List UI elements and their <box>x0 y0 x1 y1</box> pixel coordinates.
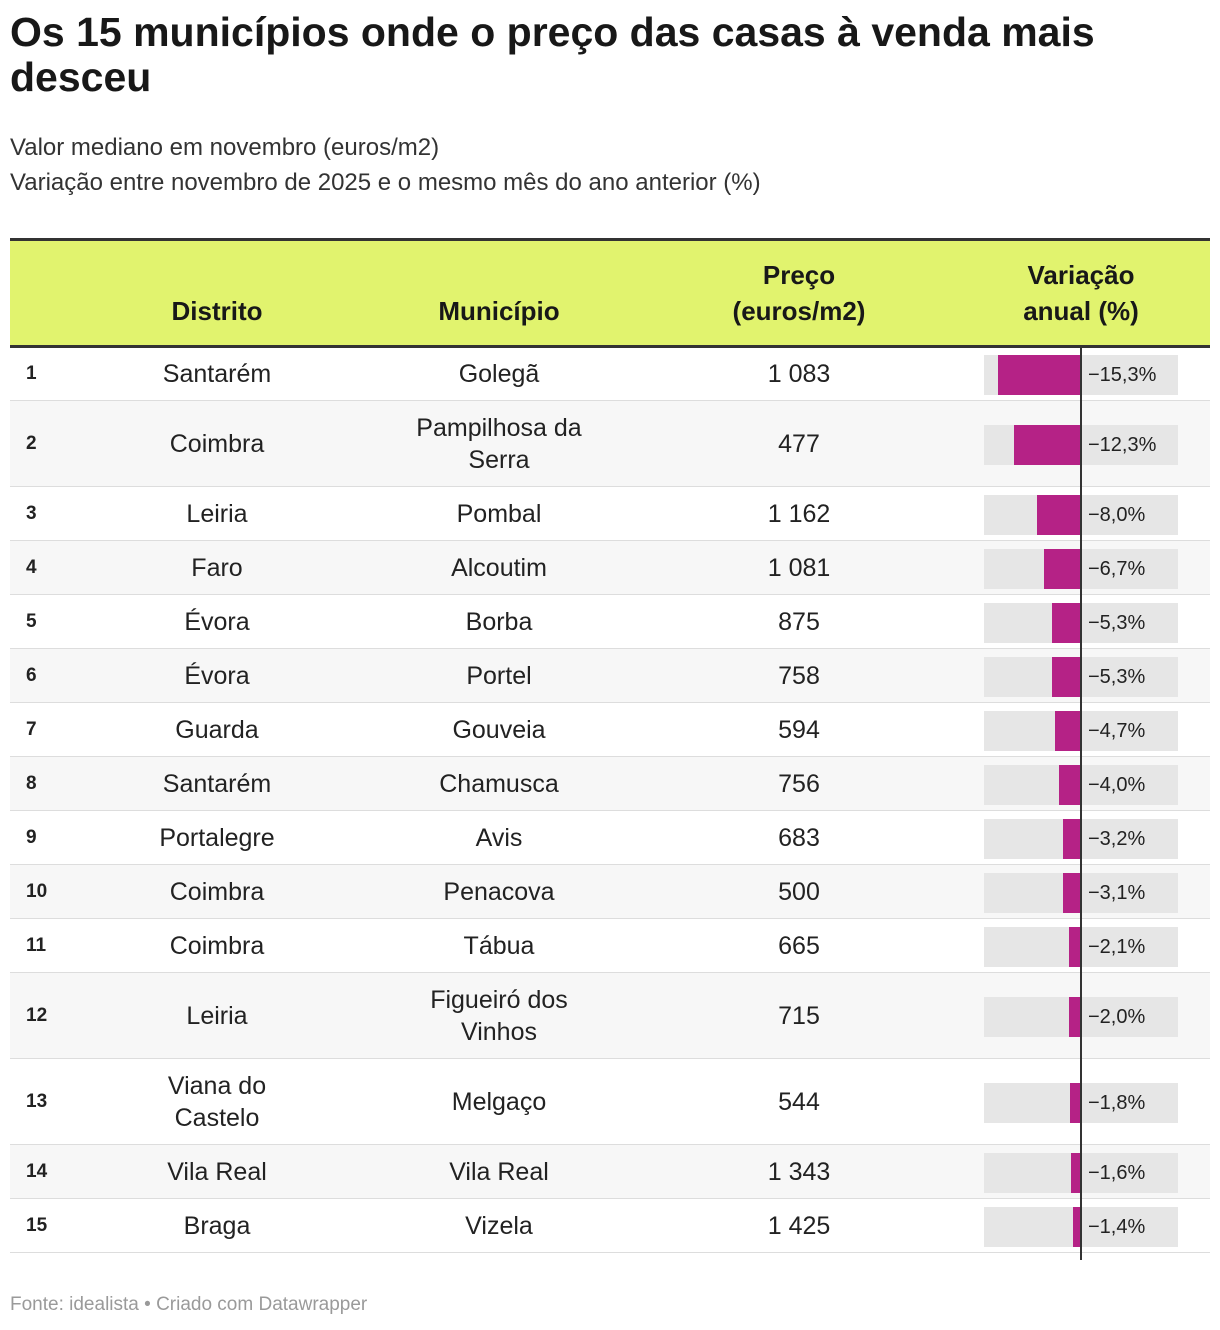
variacao-label: −3,1% <box>1088 882 1146 904</box>
variacao-label: −1,8% <box>1088 1092 1146 1114</box>
distrito-cell: Santarém <box>82 757 352 811</box>
rank-cell: 11 <box>10 919 82 973</box>
distrito-cell: Guarda <box>82 703 352 757</box>
municipio-cell: Penacova <box>352 865 646 919</box>
variacao-label: −4,7% <box>1088 720 1146 742</box>
municipio-cell: Melgaço <box>352 1059 646 1145</box>
preco-cell: 477 <box>646 401 952 487</box>
variacao-bar <box>1014 425 1080 465</box>
preco-cell: 665 <box>646 919 952 973</box>
municipio-cell: Pombal <box>352 487 646 541</box>
header-distrito-label: Distrito <box>171 296 263 326</box>
data-table-wrapper <box>10 238 1210 1253</box>
rank-cell: 13 <box>10 1059 82 1145</box>
rank-cell: 15 <box>10 1199 82 1253</box>
variacao-label: −2,0% <box>1088 1006 1146 1028</box>
municipio-cell: Vila Real <box>352 1145 646 1199</box>
preco-cell: 594 <box>646 703 952 757</box>
header-distrito[interactable] <box>82 240 352 347</box>
rank-cell: 8 <box>10 757 82 811</box>
variacao-bar <box>1037 495 1080 535</box>
rank-cell: 10 <box>10 865 82 919</box>
municipio-cell: Vizela <box>352 1199 646 1253</box>
header-municipio-label: Município <box>438 296 560 326</box>
header-preco[interactable] <box>646 240 952 347</box>
rank-cell: 14 <box>10 1145 82 1199</box>
chart-subtitle <box>10 130 1190 200</box>
distrito-cell: Vila Real <box>82 1145 352 1199</box>
preco-cell: 544 <box>646 1059 952 1145</box>
variacao-bar <box>1063 873 1080 913</box>
preco-cell: 875 <box>646 595 952 649</box>
rank-cell: 3 <box>10 487 82 541</box>
header-preco-line-1: Preço <box>762 260 836 290</box>
distrito-cell: Faro <box>82 541 352 595</box>
variacao-label: −6,7% <box>1088 558 1146 580</box>
header-row <box>10 240 1210 347</box>
variacao-label: −2,1% <box>1088 936 1146 958</box>
distrito-cell: Leiria <box>82 973 352 1059</box>
header-rank <box>10 240 82 347</box>
variacao-label: −1,4% <box>1088 1216 1146 1238</box>
distrito-cell: Santarém <box>82 347 352 401</box>
distrito-cell: Leiria <box>82 487 352 541</box>
header-variacao-line-1: Variação <box>1027 260 1135 290</box>
table-header <box>10 240 1210 347</box>
variacao-bar <box>1063 819 1080 859</box>
variacao-label: −1,6% <box>1088 1162 1146 1184</box>
variacao-bar <box>1044 549 1080 589</box>
variacao-bar <box>1073 1207 1080 1247</box>
header-municipio[interactable] <box>352 240 646 347</box>
municipio-cell: Borba <box>352 595 646 649</box>
distrito-cell: Coimbra <box>82 919 352 973</box>
municipio-cell: Chamusca <box>352 757 646 811</box>
variacao-bar <box>1069 927 1080 967</box>
preco-cell: 1 343 <box>646 1145 952 1199</box>
rank-cell: 7 <box>10 703 82 757</box>
distrito-cell: Évora <box>82 595 352 649</box>
source-footer: Fonte: idealista • Criado com Datawrapper <box>10 1294 368 1315</box>
preco-cell: 1 083 <box>646 347 952 401</box>
municipio-cell: Pampilhosa da Serra <box>352 401 646 487</box>
distrito-cell: Coimbra <box>82 865 352 919</box>
variacao-bar <box>1069 997 1080 1037</box>
rank-cell: 9 <box>10 811 82 865</box>
preco-cell: 500 <box>646 865 952 919</box>
municipio-cell: Portel <box>352 649 646 703</box>
subtitle-line-2: Variação entre novembro de 2025 e o mesmo mês do ano anterior (%) <box>10 169 761 196</box>
variacao-bar <box>1070 1083 1080 1123</box>
variacao-label: −15,3% <box>1088 364 1157 386</box>
header-preco-line-2: (euros/m2) <box>732 296 866 326</box>
rank-cell: 6 <box>10 649 82 703</box>
preco-cell: 1 425 <box>646 1199 952 1253</box>
variacao-label: −5,3% <box>1088 612 1146 634</box>
variacao-label: −4,0% <box>1088 774 1146 796</box>
variacao-label: −12,3% <box>1088 434 1157 456</box>
preco-cell: 1 081 <box>646 541 952 595</box>
preco-cell: 1 162 <box>646 487 952 541</box>
variacao-bar <box>1052 657 1080 697</box>
variacao-bar <box>1055 711 1080 751</box>
header-variacao-line-2: anual (%) <box>1023 296 1139 326</box>
variacao-label: −5,3% <box>1088 666 1146 688</box>
preco-cell: 683 <box>646 811 952 865</box>
distrito-cell: Évora <box>82 649 352 703</box>
zero-axis-line <box>1080 348 1082 1260</box>
variacao-bar <box>1059 765 1080 805</box>
variacao-label: −3,2% <box>1088 828 1146 850</box>
municipio-cell: Tábua <box>352 919 646 973</box>
municipio-cell: Golegã <box>352 347 646 401</box>
variacao-label: −8,0% <box>1088 504 1146 526</box>
municipio-cell: Alcoutim <box>352 541 646 595</box>
rank-cell: 2 <box>10 401 82 487</box>
preco-cell: 756 <box>646 757 952 811</box>
subtitle-line-1: Valor mediano em novembro (euros/m2) <box>10 134 440 161</box>
variacao-bar <box>1071 1153 1080 1193</box>
rank-cell: 12 <box>10 973 82 1059</box>
distrito-cell: Viana do Castelo <box>82 1059 352 1145</box>
distrito-cell: Braga <box>82 1199 352 1253</box>
distrito-cell: Portalegre <box>82 811 352 865</box>
variacao-bar <box>1052 603 1080 643</box>
rank-cell: 1 <box>10 347 82 401</box>
header-variacao[interactable] <box>952 240 1210 347</box>
preco-cell: 758 <box>646 649 952 703</box>
municipio-cell: Figueiró dos Vinhos <box>352 973 646 1059</box>
municipio-cell: Avis <box>352 811 646 865</box>
municipio-cell: Gouveia <box>352 703 646 757</box>
distrito-cell: Coimbra <box>82 401 352 487</box>
preco-cell: 715 <box>646 973 952 1059</box>
rank-cell: 4 <box>10 541 82 595</box>
chart-title: Os 15 municípios onde o preço das casas à venda mais desceu <box>10 9 1095 100</box>
variacao-bar <box>998 355 1080 395</box>
rank-cell: 5 <box>10 595 82 649</box>
